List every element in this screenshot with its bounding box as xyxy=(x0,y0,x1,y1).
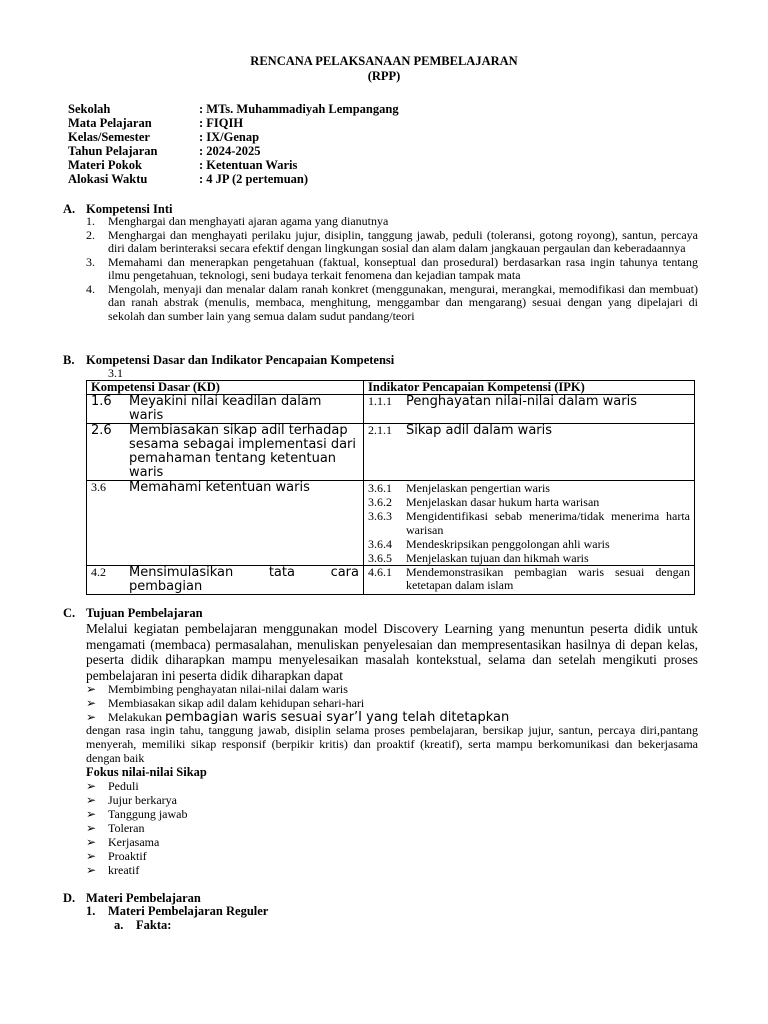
item-text: Menghargai dan menghayati ajaran agama yang dianutnya xyxy=(108,214,389,228)
list-item xyxy=(86,710,509,724)
focus-list xyxy=(86,779,187,877)
document-title: RENCANA PELAKSANAAN PEMBELAJARAN xyxy=(250,54,518,68)
ipk-text: Menjelaskan pengertian waris xyxy=(406,481,550,495)
arrow-bullet-icon: ➢ xyxy=(86,682,97,696)
subsection-number: 1. xyxy=(86,904,96,918)
ipk-text: Mengidentifikasi sebab menerima/tidak menerima harta warisan xyxy=(406,509,690,537)
section-letter: C. xyxy=(63,606,76,620)
list-item xyxy=(86,821,187,835)
item-number: 3. xyxy=(86,254,95,269)
item-number: 4. xyxy=(86,281,95,296)
identity-key: Materi Pokok xyxy=(68,158,142,172)
kd-text: Mensimulasikan tata cara pembagian xyxy=(129,565,359,594)
identity-key: Kelas/Semester xyxy=(68,130,150,144)
identity-value: : FIQIH xyxy=(199,116,244,130)
item-text: Proaktif xyxy=(108,849,147,863)
subsubsection-heading xyxy=(114,918,171,932)
subsubsection-letter: a. xyxy=(114,918,124,932)
header-ipk: Indikator Pencapaian Kompetensi (IPK) xyxy=(364,381,695,395)
subsection-heading xyxy=(86,904,268,918)
subsection-title: Materi Pembelajaran Reguler xyxy=(108,904,269,918)
list-item xyxy=(86,779,187,793)
item-text: Toleran xyxy=(108,821,145,835)
item-text: Membiasakan sikap adil dalam kehidupan sehari-hari xyxy=(108,696,365,710)
arrow-bullet-icon: ➢ xyxy=(86,710,97,724)
ipk-text: Mendemonstrasikan pembagian waris sesuai dengan ketetapan dalam islam xyxy=(406,565,690,592)
item-text: Jujur berkarya xyxy=(108,793,177,807)
list-item xyxy=(86,682,509,696)
header-kd: Kompetensi Dasar (KD) xyxy=(87,381,364,395)
list-item xyxy=(86,696,509,710)
ipk-item xyxy=(368,551,690,565)
table-row xyxy=(87,424,695,481)
ipk-item xyxy=(368,424,690,438)
arrow-bullet-icon: ➢ xyxy=(86,835,97,849)
arrow-bullet-icon: ➢ xyxy=(86,696,97,710)
ipk-number: 3.6.2 xyxy=(368,495,392,509)
item-text: Peduli xyxy=(108,779,139,793)
identity-value: : Ketentuan Waris xyxy=(199,158,298,172)
ipk-item xyxy=(368,395,690,409)
section-d-heading xyxy=(63,891,201,905)
document-subtitle: (RPP) xyxy=(367,69,401,83)
identity-key: Tahun Pelajaran xyxy=(68,144,158,158)
item-text: Memahami dan menerapkan pengetahuan (faktual, konseptual dan prosedural) berdasarkan rasa ingin tahunya tentang ilmu pengetahuan, teknologi, seni budaya terkait fenomena dan kejadian tampak mata xyxy=(108,254,698,282)
ipk-item xyxy=(368,509,690,537)
arrow-bullet-icon: ➢ xyxy=(86,863,97,877)
section-letter: D. xyxy=(63,891,76,905)
kd-text: Meyakini nilai keadilan dalam waris xyxy=(129,394,322,423)
item-text: Menghargai dan menghayati perilaku jujur, disiplin, tanggung jawab, peduli (toleransi, gotong royong), santun, percaya diri dalam berinteraksi secara efektif dengan lingkungan sosial dan alam dalam jangkauan pergaulan dan keberadaannya xyxy=(108,227,698,255)
ipk-item xyxy=(368,537,690,551)
section-letter: B. xyxy=(63,353,75,367)
item-number: 2. xyxy=(86,227,95,242)
identity-value: : IX/Genap xyxy=(199,130,260,144)
identity-key: Alokasi Waktu xyxy=(68,172,148,186)
list-item xyxy=(86,835,187,849)
kd-number: 3.6 xyxy=(91,480,106,494)
ipk-number: 2.1.1 xyxy=(368,423,392,437)
ipk-text: Mendeskripsikan penggolongan ahli waris xyxy=(406,537,610,551)
ipk-number: 3.6.5 xyxy=(368,551,392,565)
item-text-suffix: pembagian waris sesuai syar’I yang telah ditetapkan xyxy=(164,710,510,725)
item-number: 1. xyxy=(86,214,95,228)
section-title: Kompetensi Dasar dan Indikator Pencapaian Kompetensi xyxy=(86,353,395,367)
table-row xyxy=(87,566,695,595)
learning-objective-intro: Melalui kegiatan pembelajaran menggunakan model Discovery Learning yang menuntun peserta didik untuk mengamati (membaca) permasalahan, menuliskan penyelesaian dan mempresentasikan hasilnya di depan kelas, peserta didik diharapkan mampu menyelesaikan masalah kontekstual, selama dan setelah mengikuti proses pembelajaran ini peserta didik diharapkan dapat xyxy=(86,621,698,683)
section-title: Kompetensi Inti xyxy=(86,202,173,216)
list-item xyxy=(86,863,187,877)
table-row xyxy=(87,481,695,566)
kd-number: 1.6 xyxy=(91,394,112,409)
identity-key: Mata Pelajaran xyxy=(68,116,152,130)
ipk-text: Sikap adil dalam waris xyxy=(406,423,553,438)
arrow-bullet-icon: ➢ xyxy=(86,821,97,835)
item-text: Melakukan xyxy=(108,710,162,724)
list-item xyxy=(86,215,698,229)
list-item xyxy=(86,793,187,807)
section-letter: A. xyxy=(63,202,76,216)
section-c-heading xyxy=(63,606,203,620)
ipk-item xyxy=(368,566,690,592)
kd-text: Membiasakan sikap adil terhadap sesama sebagai implementasi dari pemahaman tentang ketentuan waris xyxy=(129,423,357,480)
kd-number: 2.6 xyxy=(91,423,112,438)
kd-text: Memahami ketentuan waris xyxy=(129,480,310,495)
list-item xyxy=(86,256,698,283)
item-text: Mengolah, menyaji dan menalar dalam ranah konkret (menggunakan, mengurai, merangkai, memodifikasi dan membuat) dan ranah abstrak (menulis, membaca, menghitung, menggambar dan mengarang) sesuai dengan yang dipelajari di sekolah dan sumber lain yang semua dalam sudut pandang/teori xyxy=(108,281,698,323)
list-item xyxy=(86,283,698,324)
stray-number: 3.1 xyxy=(108,366,123,380)
identity-value: : 2024-2025 xyxy=(199,144,261,158)
ipk-number: 3.6.3 xyxy=(368,509,392,523)
arrow-bullet-icon: ➢ xyxy=(86,807,97,821)
arrow-bullet-icon: ➢ xyxy=(86,779,97,793)
ipk-number: 3.6.1 xyxy=(368,481,392,495)
ipk-number: 3.6.4 xyxy=(368,537,392,551)
ipk-item xyxy=(368,495,690,509)
table-row xyxy=(87,395,695,424)
identity-value: : MTs. Muhammadiyah Lempangang xyxy=(199,102,399,116)
arrow-bullet-icon: ➢ xyxy=(86,793,97,807)
list-item xyxy=(86,229,698,256)
learning-objective-closing: dengan rasa ingin tahu, tanggung jawab, disiplin selama proses pembelajaran, bersikap jujur, santun, percaya diri,pantang menyerah, memiliki sikap responsif (berpikir kritis) dan proaktif (kreatif), serta mampu berkomunikasi dan bekerjasama dengan baik xyxy=(86,723,698,765)
ipk-number: 1.1.1 xyxy=(368,394,392,408)
identity-key: Sekolah xyxy=(68,102,111,116)
table-header-row xyxy=(87,381,695,395)
list-item xyxy=(86,849,187,863)
ipk-text: Menjelaskan tujuan dan hikmah waris xyxy=(406,551,589,565)
arrow-bullet-icon: ➢ xyxy=(86,849,97,863)
subsubsection-title: Fakta: xyxy=(136,918,172,932)
ipk-item xyxy=(368,481,690,495)
ipk-text: Penghayatan nilai-nilai dalam waris xyxy=(406,394,637,409)
section-b-heading xyxy=(63,353,394,367)
item-text: kreatif xyxy=(108,863,140,877)
ipk-number: 4.6.1 xyxy=(368,565,392,579)
competence-table xyxy=(86,380,695,595)
item-text: Membimbing penghayatan nilai-nilai dalam waris xyxy=(108,682,348,696)
item-text: Kerjasama xyxy=(108,835,160,849)
core-competence-list xyxy=(86,215,698,323)
kd-number: 4.2 xyxy=(91,565,106,579)
list-item xyxy=(86,807,187,821)
focus-title: Fokus nilai-nilai Sikap xyxy=(86,765,207,779)
ipk-text: Menjelaskan dasar hukum harta warisan xyxy=(406,495,600,509)
identity-value: : 4 JP (2 pertemuan) xyxy=(199,172,309,186)
item-text: Tanggung jawab xyxy=(108,807,188,821)
section-title: Materi Pembelajaran xyxy=(86,891,201,905)
learning-goal-list xyxy=(86,682,509,724)
section-title: Tujuan Pembelajaran xyxy=(86,606,203,620)
